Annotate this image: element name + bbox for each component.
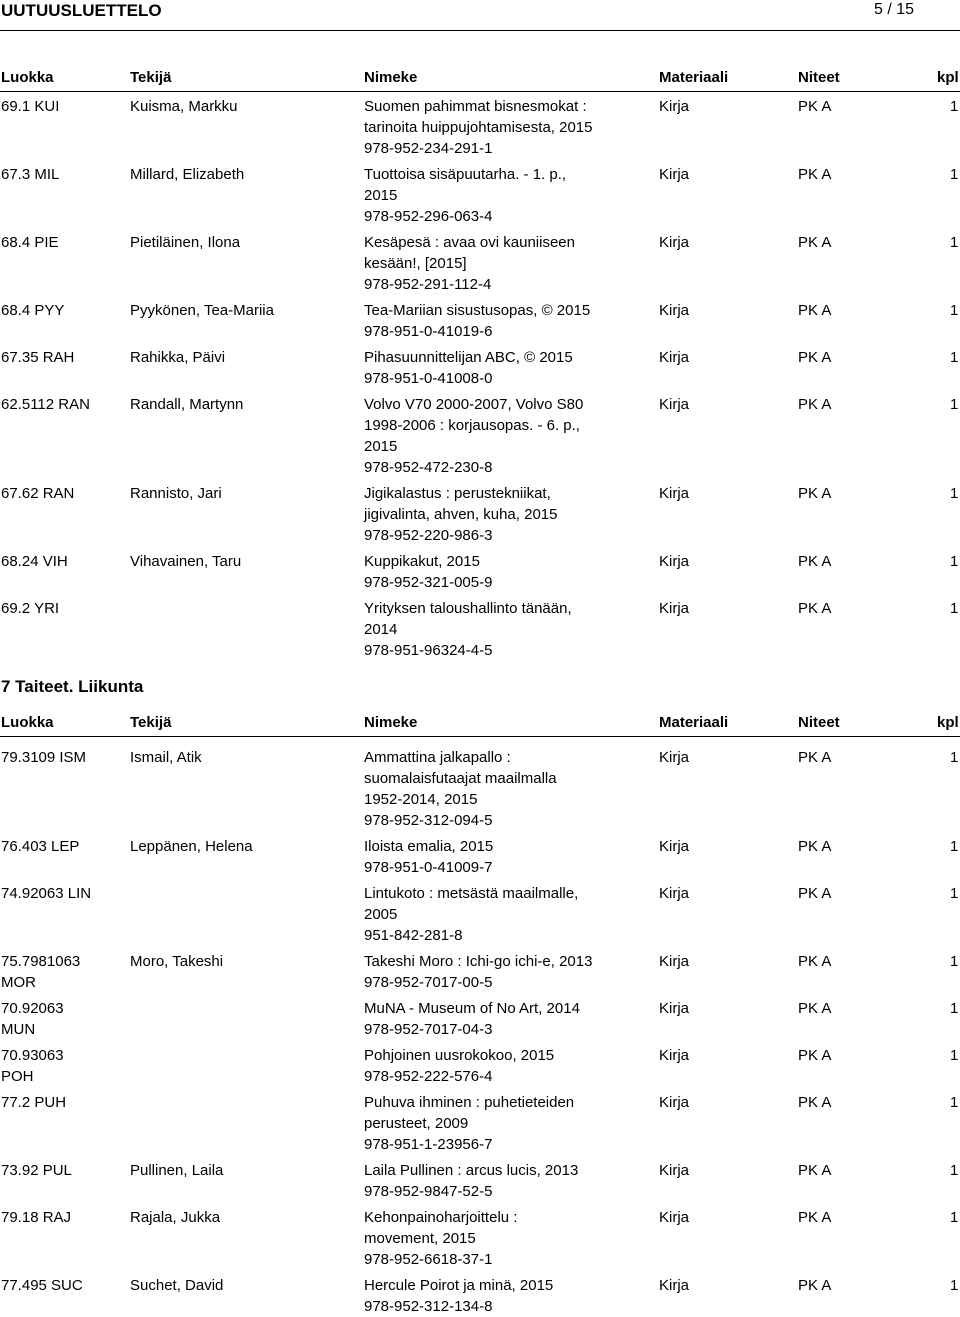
catalog-title: UUTUUSLUETTELO [1,1,162,20]
title [364,232,624,295]
count: 1 [950,166,959,183]
title-line: Takeshi Moro : Ichi-go ichi-e, 2013 [364,953,593,970]
title-line: Pihasuunnittelijan ABC, © 2015 [364,349,573,366]
title [364,951,624,993]
title-line: jigivalinta, ahven, kuha, 2015 [364,506,558,523]
title-line: Kesäpesä : avaa ovi kauniiseen [364,234,575,251]
count: 1 [950,1277,959,1294]
count: 1 [950,1162,959,1179]
column-header-rule [0,91,960,92]
class-code-line: 67.3 MIL [1,166,60,183]
title-line: 978-952-9847-52-5 [364,1183,493,1200]
title-line: Tea-Mariian sisustusopas, © 2015 [364,302,591,319]
author: Pyykönen, Tea-Mariia [130,302,274,319]
title-line: 978-952-222-576-4 [364,1068,493,1085]
material: Kirja [659,885,690,902]
title-line: movement, 2015 [364,1230,476,1247]
class-code [1,394,121,415]
material: Kirja [659,1094,690,1111]
class-code [1,747,121,768]
count: 1 [950,1094,959,1111]
class-code [1,1045,121,1087]
page-number: 5 / 15 [873,1,914,18]
title [364,1275,624,1317]
title-line: 978-951-0-41019-6 [364,323,493,340]
count: 1 [950,302,959,319]
title-line: 978-951-96324-4-5 [364,642,493,659]
count: 1 [950,349,959,366]
material: Kirja [659,485,690,502]
title-line: 978-951-1-23956-7 [364,1136,493,1153]
title [364,394,624,478]
copies-location: PK A [798,838,832,855]
class-code [1,96,121,117]
title-line: Pohjoinen uusrokokoo, 2015 [364,1047,555,1064]
title-line: tarinoita huippujohtamisesta, 2015 [364,119,593,136]
class-code-line: 77.2 PUH [1,1094,67,1111]
class-code-line: 62.5112 RAN [1,396,90,413]
copies-location: PK A [798,234,832,251]
count: 1 [950,1047,959,1064]
material: Kirja [659,302,690,319]
author: Leppänen, Helena [130,838,253,855]
col-tekija: Tekijä [130,69,172,86]
class-code [1,951,121,993]
col-nimeke: Nimeke [364,69,418,86]
class-code [1,1160,121,1181]
title-line: 978-952-220-986-3 [364,527,493,544]
title-line: Lintukoto : metsästä maailmalle, [364,885,579,902]
title [364,551,624,593]
class-code [1,883,121,904]
count: 1 [950,1000,959,1017]
class-code-line: 74.92063 LIN [1,885,92,902]
title-line: Hercule Poirot ja minä, 2015 [364,1277,554,1294]
copies-location: PK A [798,349,832,366]
class-code-line: 73.92 PUL [1,1162,72,1179]
title-line: 978-952-312-134-8 [364,1298,493,1315]
title-line: MuNA - Museum of No Art, 2014 [364,1000,580,1017]
title-line: 978-951-0-41009-7 [364,859,493,876]
title-line: 978-952-472-230-8 [364,459,493,476]
title [364,483,624,546]
author: Millard, Elizabeth [130,166,245,183]
author: Rannisto, Jari [130,485,222,502]
copies-location: PK A [798,885,832,902]
title-line: 978-952-234-291-1 [364,140,493,157]
author: Suchet, David [130,1277,224,1294]
class-code [1,1092,121,1113]
title [364,300,624,342]
col-niteet: Niteet [798,714,840,731]
count: 1 [950,553,959,570]
copies-location: PK A [798,749,832,766]
title [364,164,624,227]
title [364,347,624,389]
column-header-rule [0,736,960,737]
class-code [1,232,121,253]
copies-location: PK A [798,302,832,319]
author: Moro, Takeshi [130,953,224,970]
title [364,96,624,159]
col-nimeke: Nimeke [364,714,418,731]
title-line: 978-951-0-41008-0 [364,370,493,387]
class-code-line: 70.92063 [1,1000,64,1017]
title-line: 1952-2014, 2015 [364,791,478,808]
title-line: 978-952-7017-00-5 [364,974,493,991]
copies-location: PK A [798,553,832,570]
count: 1 [950,953,959,970]
col-kpl: kpl [937,69,959,86]
title-line: 2015 [364,187,398,204]
author: Kuisma, Markku [130,98,238,115]
copies-location: PK A [798,98,832,115]
title-line: Yrityksen taloushallinto tänään, [364,600,572,617]
count: 1 [950,600,959,617]
title-line: 1998-2006 : korjausopas. - 6. p., [364,417,580,434]
author: Ismail, Atik [130,749,202,766]
class-code-line: 76.403 LEP [1,838,80,855]
title-line: Puhuva ihminen : puhetieteiden [364,1094,575,1111]
title-line: Jigikalastus : perustekniikat, [364,485,551,502]
copies-location: PK A [798,1162,832,1179]
material: Kirja [659,166,690,183]
title [364,747,624,831]
class-code-line: 68.24 VIH [1,553,68,570]
count: 1 [950,396,959,413]
col-niteet: Niteet [798,69,840,86]
class-code-line: 68.4 PYY [1,302,65,319]
count: 1 [950,98,959,115]
material: Kirja [659,838,690,855]
title-line: Volvo V70 2000-2007, Volvo S80 [364,396,584,413]
material: Kirja [659,1047,690,1064]
material: Kirja [659,553,690,570]
class-code-line: 75.7981063 [1,953,81,970]
count: 1 [950,885,959,902]
title [364,998,624,1040]
material: Kirja [659,749,690,766]
author: Randall, Martynn [130,396,244,413]
copies-location: PK A [798,1000,832,1017]
title-line: 978-952-312-094-5 [364,812,493,829]
class-code-line: MOR [1,974,36,991]
author: Rahikka, Päivi [130,349,226,366]
material: Kirja [659,1162,690,1179]
class-code-line: 79.18 RAJ [1,1209,72,1226]
class-code [1,164,121,185]
title [364,883,624,946]
copies-location: PK A [798,1094,832,1111]
copies-location: PK A [798,396,832,413]
title-line: 2014 [364,621,398,638]
copies-location: PK A [798,600,832,617]
copies-location: PK A [798,485,832,502]
class-code [1,998,121,1040]
title-line: 951-842-281-8 [364,927,463,944]
count: 1 [950,1209,959,1226]
title [364,1045,624,1087]
class-code [1,1275,121,1296]
title-line: 2005 [364,906,398,923]
title-line: Suomen pahimmat bisnesmokat : [364,98,587,115]
title [364,836,624,878]
count: 1 [950,234,959,251]
author: Vihavainen, Taru [130,553,242,570]
class-code [1,1207,121,1228]
author: Pietiläinen, Ilona [130,234,241,251]
title-line: Ammattina jalkapallo : [364,749,511,766]
author: Rajala, Jukka [130,1209,221,1226]
class-code-line: 77.495 SUC [1,1277,83,1294]
copies-location: PK A [798,1277,832,1294]
count: 1 [950,838,959,855]
class-code-line: 67.62 RAN [1,485,75,502]
class-code-line: MUN [1,1021,36,1038]
copies-location: PK A [798,953,832,970]
class-code [1,347,121,368]
class-code-line: 79.3109 ISM [1,749,87,766]
material: Kirja [659,1000,690,1017]
title-line: Tuottoisa sisäpuutarha. - 1. p., [364,166,567,183]
title-line: Kehonpainoharjoittelu : [364,1209,518,1226]
material: Kirja [659,953,690,970]
title-line: 978-952-7017-04-3 [364,1021,493,1038]
class-code-line: 69.2 YRI [1,600,60,617]
class-code [1,300,121,321]
col-luokka: Luokka [1,69,54,86]
class-code-line: 67.35 RAH [1,349,75,366]
title-line: 978-952-321-005-9 [364,574,493,591]
material: Kirja [659,234,690,251]
col-materiaali: Materiaali [659,714,729,731]
title-line: 978-952-6618-37-1 [364,1251,493,1268]
title-line: Kuppikakut, 2015 [364,553,480,570]
header-rule [0,30,960,31]
title-line: 2015 [364,438,398,455]
title [364,598,624,661]
col-kpl: kpl [937,714,959,731]
col-tekija: Tekijä [130,714,172,731]
title-line: 978-952-296-063-4 [364,208,493,225]
class-code-line: 68.4 PIE [1,234,59,251]
copies-location: PK A [798,1209,832,1226]
material: Kirja [659,349,690,366]
class-code [1,598,121,619]
title-line: perusteet, 2009 [364,1115,469,1132]
material: Kirja [659,1277,690,1294]
title [364,1092,624,1155]
title-line: suomalaisfutaajat maailmalla [364,770,557,787]
material: Kirja [659,600,690,617]
section-title: 7 Taiteet. Liikunta [1,677,144,696]
class-code-line: 69.1 KUI [1,98,60,115]
class-code-line: POH [1,1068,34,1085]
material: Kirja [659,1209,690,1226]
title-line: kesään!, [2015] [364,255,467,272]
title [364,1207,624,1270]
count: 1 [950,485,959,502]
title-line: 978-952-291-112-4 [364,276,492,293]
copies-location: PK A [798,166,832,183]
class-code-line: 70.93063 [1,1047,64,1064]
title-line: Iloista emalia, 2015 [364,838,494,855]
col-luokka: Luokka [1,714,54,731]
col-materiaali: Materiaali [659,69,729,86]
copies-location: PK A [798,1047,832,1064]
author: Pullinen, Laila [130,1162,224,1179]
title-line: Laila Pullinen : arcus lucis, 2013 [364,1162,579,1179]
count: 1 [950,749,959,766]
material: Kirja [659,396,690,413]
title [364,1160,624,1202]
class-code [1,551,121,572]
material: Kirja [659,98,690,115]
class-code [1,836,121,857]
class-code [1,483,121,504]
